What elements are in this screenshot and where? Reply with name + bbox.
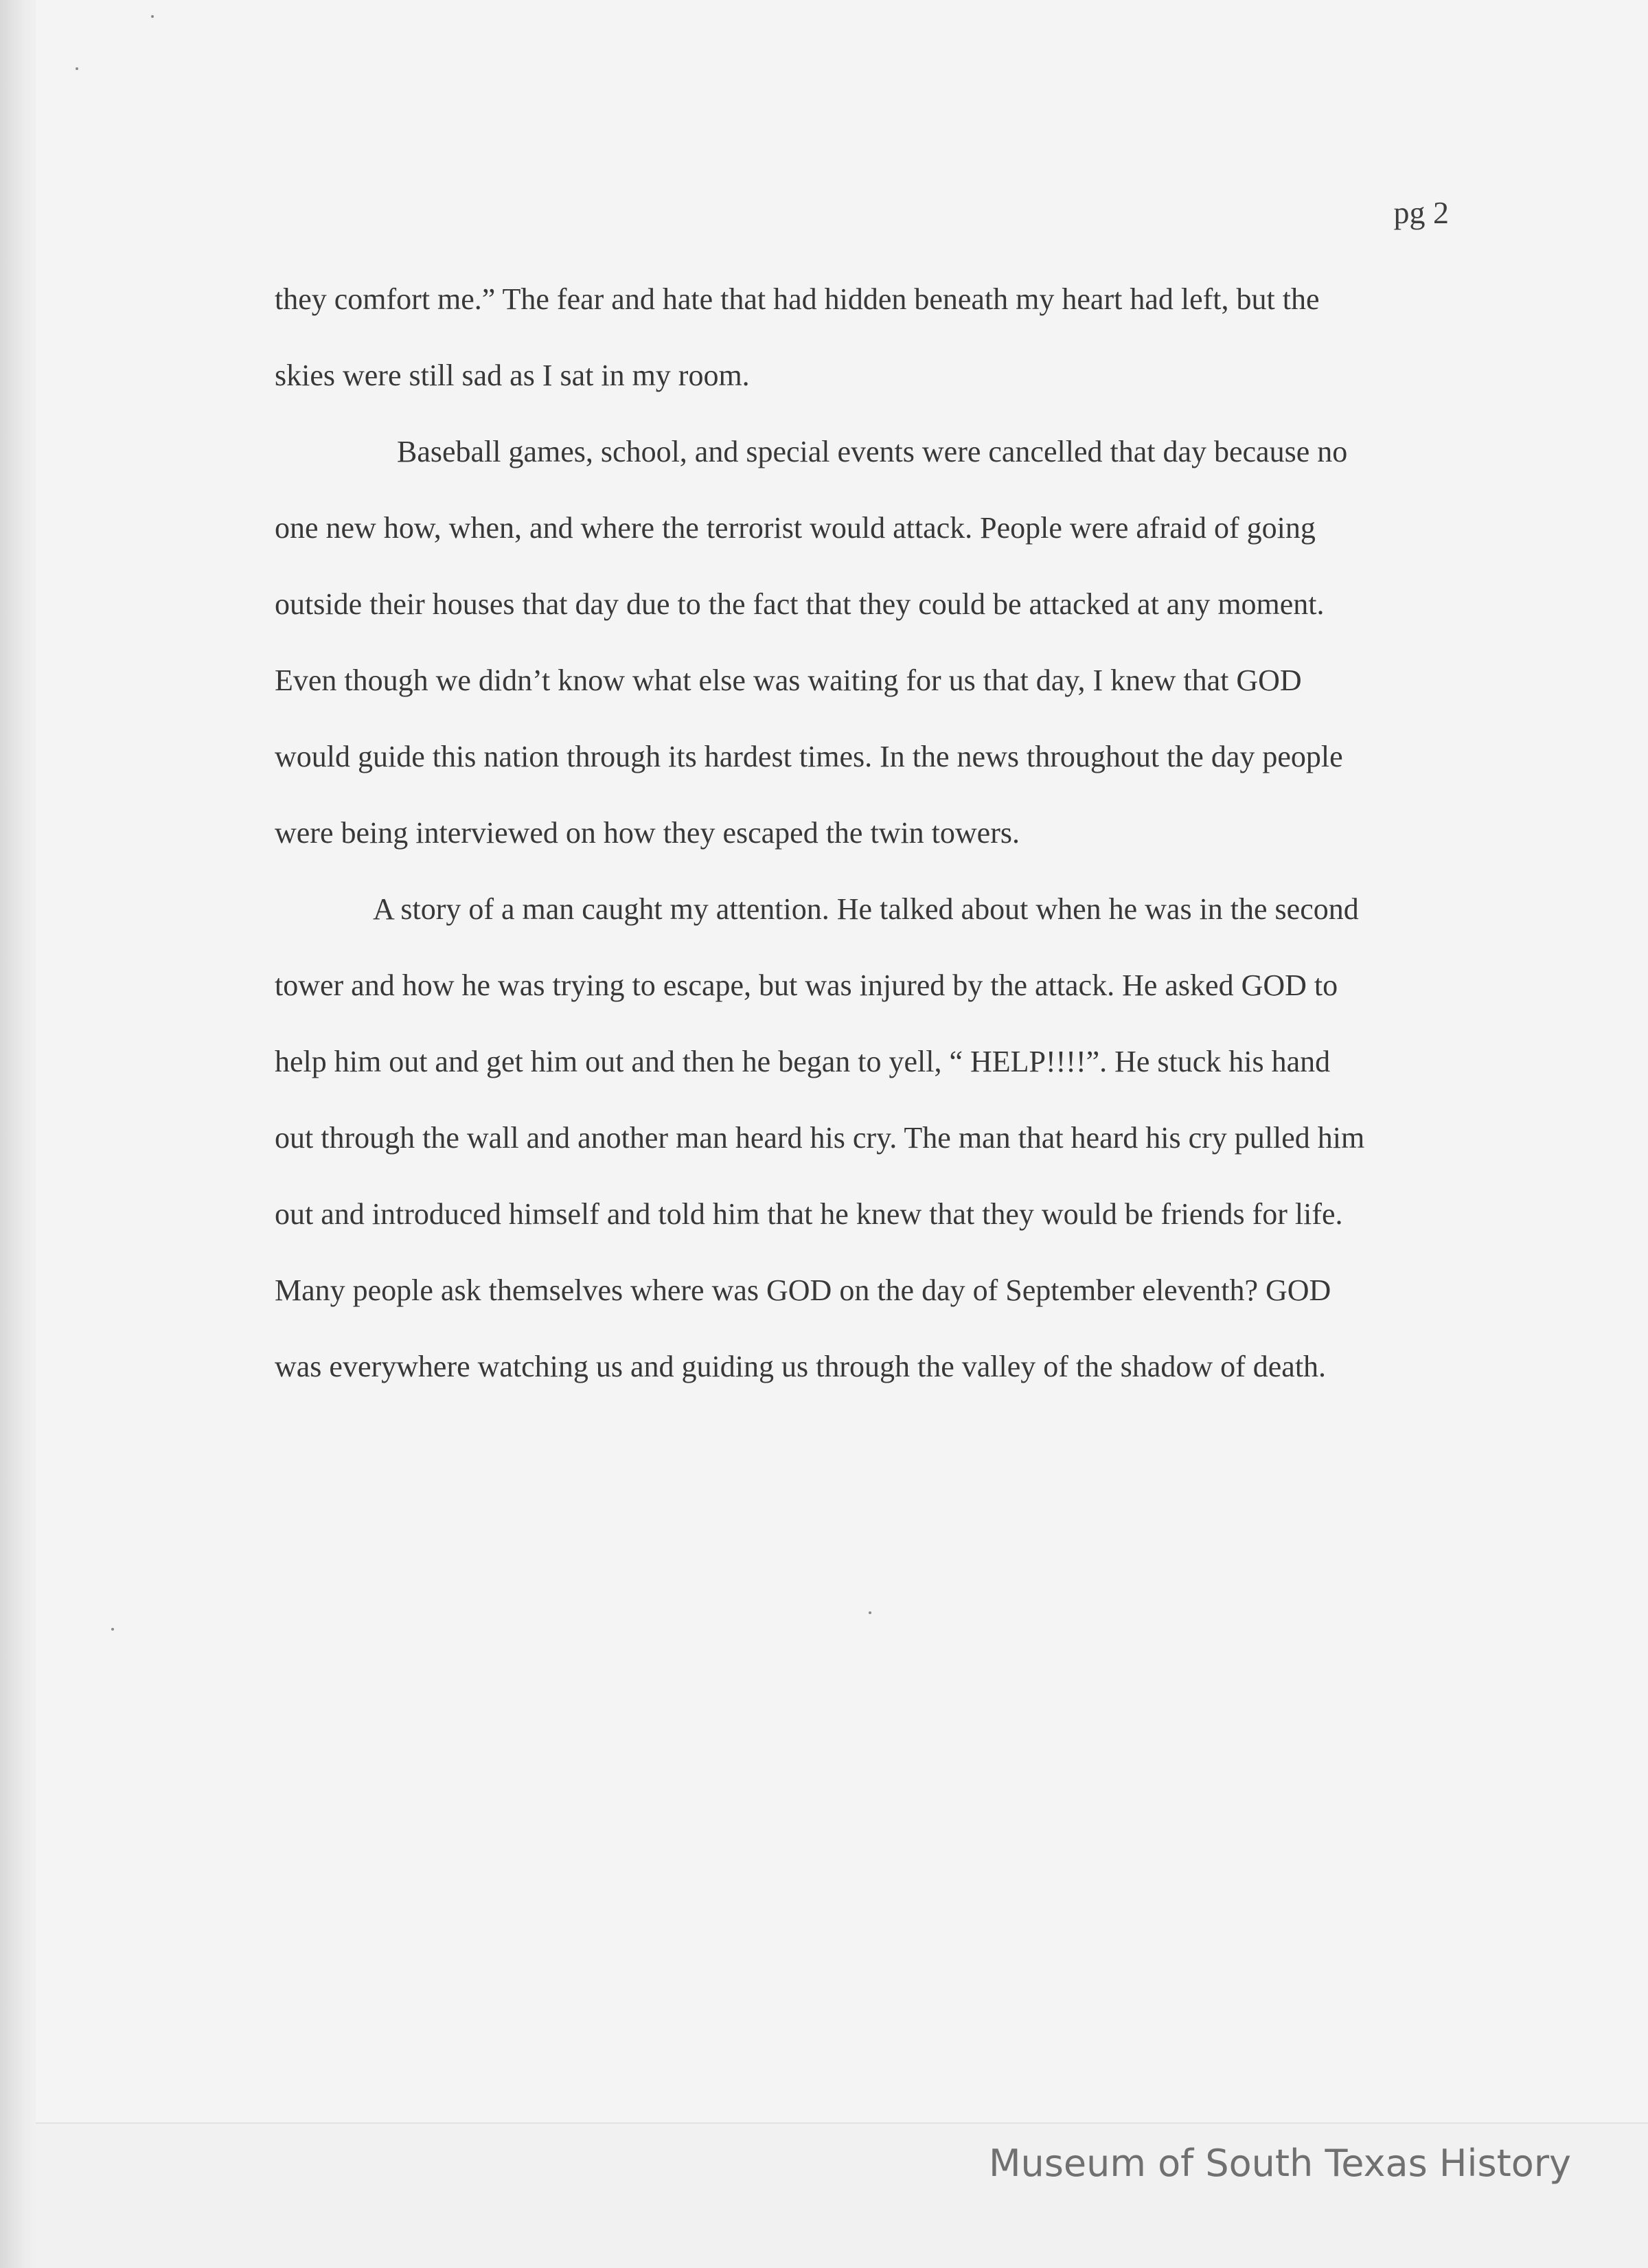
text-line: out and introduced himself and told him that he knew that they would be friends for life. [275,1197,1343,1231]
essay-body [275,261,1456,1405]
text-line: they comfort me.” The fear and hate that had hidden beneath my heart had left, but the [275,282,1320,316]
text-line: tower and how he was trying to escape, but was injured by the attack. He asked GOD to [275,968,1338,1002]
paper-speck [869,1611,871,1614]
text-line: skies were still sad as I sat in my room. [275,359,750,392]
paragraph-start-line: A story of a man caught my attention. He talked about when he was in the second [373,892,1359,926]
paper-speck [151,15,154,18]
paper-speck [111,1628,114,1631]
text-line: help him out and get him out and then he began to yell, “ HELP!!!!”. He stuck his hand [275,1045,1331,1078]
text-line: would guide this nation through its hardest times. In the news throughout the day people [275,740,1343,773]
page-number: pg 2 [1393,195,1449,230]
text-line: outside their houses that day due to the fact that they could be attacked at any moment. [275,587,1325,621]
text-line: Many people ask themselves where was GOD on the day of September eleventh? GOD [275,1273,1331,1307]
paragraph-start-line: Baseball games, school, and special events were cancelled that day because no [397,435,1348,468]
paper-speck [76,67,78,70]
scan-edge [0,0,36,2268]
text-line: was everywhere watching us and guiding us through the valley of the shadow of death. [275,1350,1327,1383]
text-line: Even though we didn’t know what else was waiting for us that day, I knew that GOD [275,664,1302,697]
text-line: one new how, when, and where the terrorist would attack. People were afraid of going [275,511,1316,545]
text-line: out through the wall and another man heard his cry. The man that heard his cry pulled him [275,1121,1365,1155]
museum-credit: Museum of South Texas History [988,2142,1571,2185]
text-line: were being interviewed on how they escaped the twin towers. [275,816,1020,850]
